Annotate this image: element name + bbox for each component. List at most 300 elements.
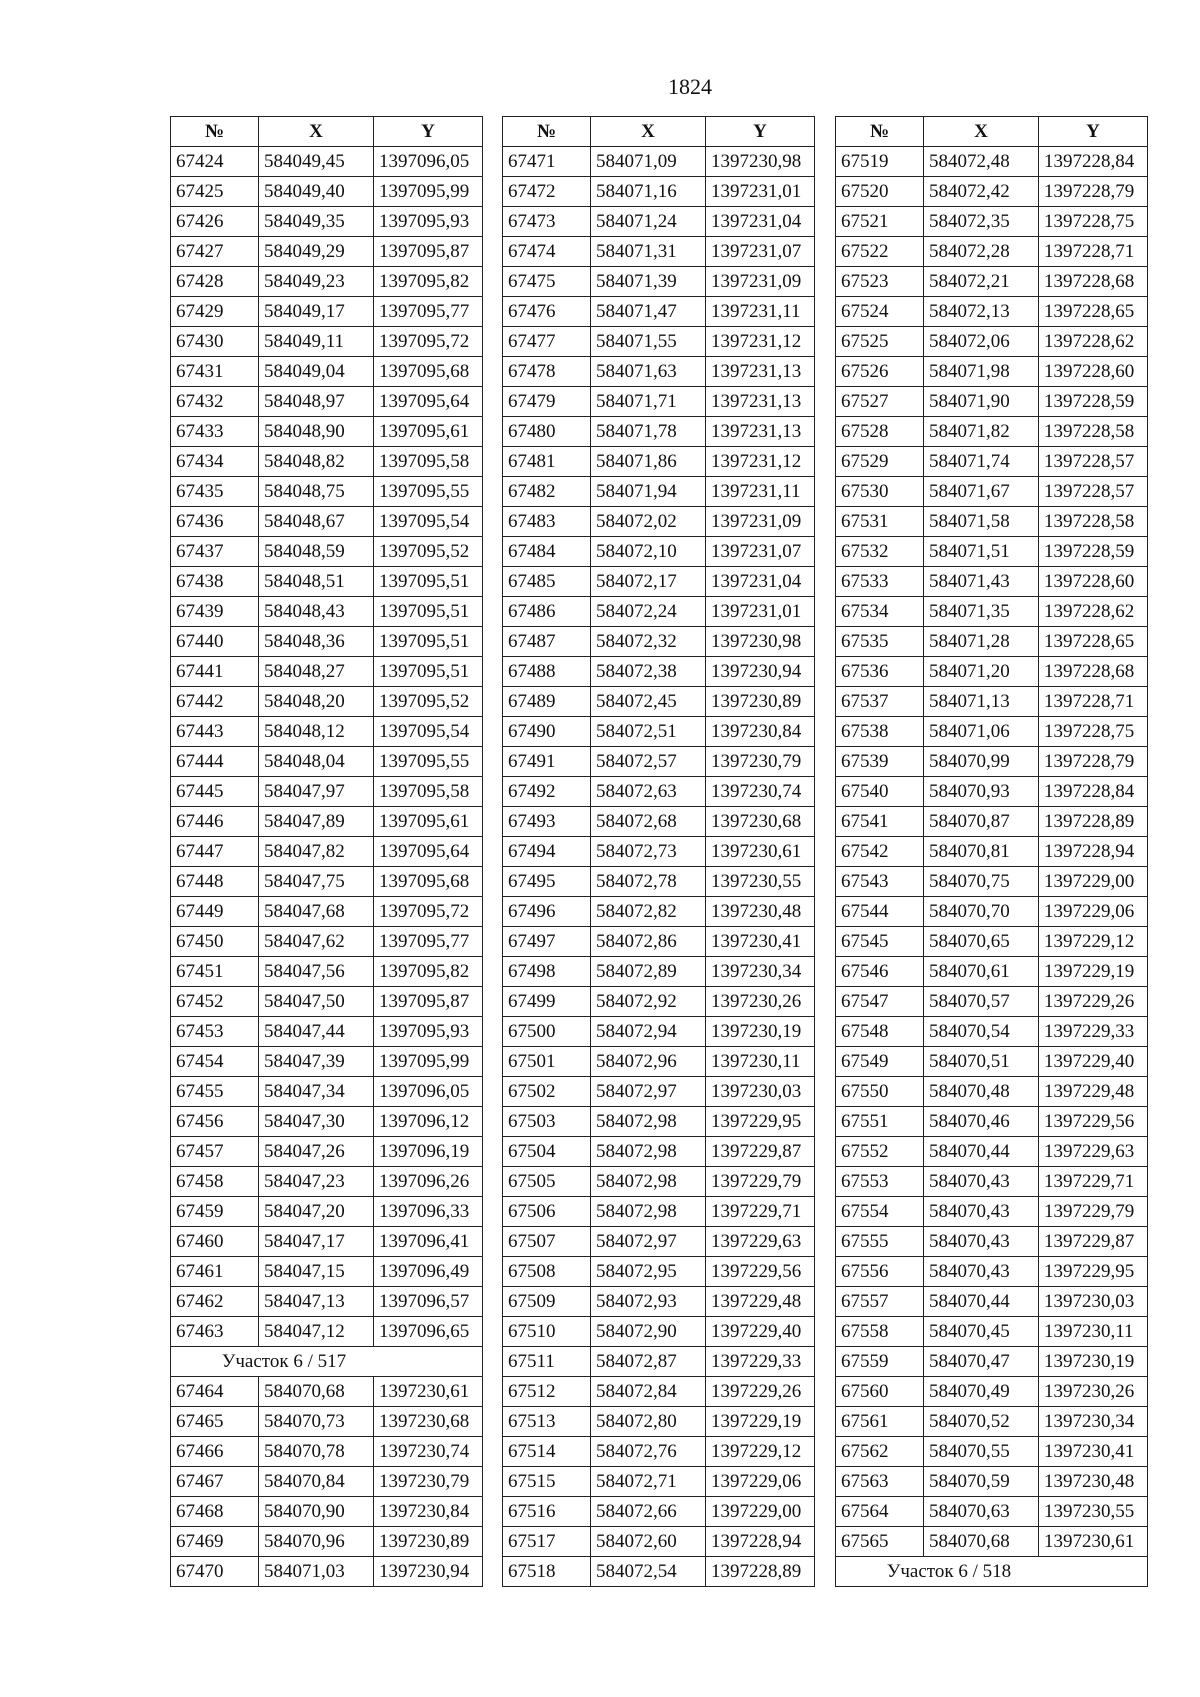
x-coordinate-cell: 584047,56 (259, 957, 374, 987)
table-row (503, 537, 815, 567)
x-coordinate-cell: 584048,75 (259, 477, 374, 507)
point-number-cell: 67552 (836, 1137, 924, 1167)
x-coordinate-cell: 584048,12 (259, 717, 374, 747)
table-row (503, 747, 815, 777)
y-coordinate-cell: 1397230,26 (706, 987, 815, 1017)
table-row (503, 267, 815, 297)
y-coordinate-cell: 1397228,75 (1039, 207, 1148, 237)
point-number-cell: 67498 (503, 957, 591, 987)
table-row (503, 897, 815, 927)
table-row (171, 417, 483, 447)
x-coordinate-cell: 584047,50 (259, 987, 374, 1017)
table-row (171, 1137, 483, 1167)
y-coordinate-cell: 1397229,63 (1039, 1137, 1148, 1167)
y-coordinate-cell: 1397231,13 (706, 417, 815, 447)
table-row (171, 297, 483, 327)
point-number-cell: 67521 (836, 207, 924, 237)
point-number-cell: 67474 (503, 237, 591, 267)
x-coordinate-cell: 584072,32 (591, 627, 706, 657)
table-row (171, 1227, 483, 1257)
table-row (171, 267, 483, 297)
x-coordinate-cell: 584047,34 (259, 1077, 374, 1107)
table-row (171, 657, 483, 687)
y-coordinate-cell: 1397228,89 (706, 1557, 815, 1587)
point-number-cell: 67455 (171, 1077, 259, 1107)
table-row (503, 237, 815, 267)
table-row (836, 297, 1148, 327)
x-coordinate-cell: 584070,68 (259, 1377, 374, 1407)
table-row (503, 177, 815, 207)
point-number-cell: 67424 (171, 147, 259, 177)
table-row (171, 1437, 483, 1467)
table-row (836, 1497, 1148, 1527)
table-row (836, 1197, 1148, 1227)
table-row (836, 1077, 1148, 1107)
coordinate-table-2 (502, 116, 815, 1587)
table-row (836, 687, 1148, 717)
y-coordinate-cell: 1397095,64 (374, 837, 483, 867)
x-coordinate-cell: 584071,58 (924, 507, 1039, 537)
y-coordinate-cell: 1397095,51 (374, 597, 483, 627)
point-number-cell: 67501 (503, 1047, 591, 1077)
y-coordinate-cell: 1397096,26 (374, 1167, 483, 1197)
table-row (503, 1407, 815, 1437)
point-number-cell: 67462 (171, 1287, 259, 1317)
point-number-cell: 67510 (503, 1317, 591, 1347)
point-number-cell: 67460 (171, 1227, 259, 1257)
x-coordinate-cell: 584047,44 (259, 1017, 374, 1047)
table-row (171, 507, 483, 537)
table-row (171, 1377, 483, 1407)
table-header-row (171, 117, 483, 147)
table-row (171, 837, 483, 867)
table-row (503, 207, 815, 237)
table-row (836, 387, 1148, 417)
y-coordinate-cell: 1397230,34 (1039, 1407, 1148, 1437)
point-number-cell: 67432 (171, 387, 259, 417)
x-coordinate-cell: 584070,87 (924, 807, 1039, 837)
point-number-cell: 67452 (171, 987, 259, 1017)
point-number-cell: 67561 (836, 1407, 924, 1437)
point-number-cell: 67537 (836, 687, 924, 717)
point-number-cell: 67473 (503, 207, 591, 237)
point-number-cell: 67519 (836, 147, 924, 177)
table-row (503, 477, 815, 507)
point-number-cell: 67487 (503, 627, 591, 657)
y-coordinate-cell: 1397229,00 (706, 1497, 815, 1527)
x-coordinate-cell: 584072,71 (591, 1467, 706, 1497)
y-coordinate-cell: 1397230,74 (374, 1437, 483, 1467)
x-coordinate-cell: 584072,24 (591, 597, 706, 627)
section-row (836, 1557, 1148, 1587)
x-coordinate-cell: 584071,06 (924, 717, 1039, 747)
point-number-cell: 67489 (503, 687, 591, 717)
y-coordinate-cell: 1397229,87 (706, 1137, 815, 1167)
point-number-cell: 67549 (836, 1047, 924, 1077)
table-row (836, 237, 1148, 267)
x-coordinate-cell: 584070,44 (924, 1287, 1039, 1317)
y-coordinate-cell: 1397230,94 (374, 1557, 483, 1587)
point-number-cell: 67527 (836, 387, 924, 417)
x-coordinate-cell: 584071,55 (591, 327, 706, 357)
x-coordinate-cell: 584070,68 (924, 1527, 1039, 1557)
y-coordinate-cell: 1397230,61 (374, 1377, 483, 1407)
table-row (503, 597, 815, 627)
x-coordinate-cell: 584071,43 (924, 567, 1039, 597)
y-coordinate-cell: 1397095,55 (374, 747, 483, 777)
x-coordinate-cell: 584072,73 (591, 837, 706, 867)
point-number-cell: 67538 (836, 717, 924, 747)
point-number-cell: 67446 (171, 807, 259, 837)
x-coordinate-cell: 584049,29 (259, 237, 374, 267)
table-row (171, 237, 483, 267)
x-coordinate-cell: 584071,86 (591, 447, 706, 477)
x-coordinate-cell: 584071,20 (924, 657, 1039, 687)
point-number-cell: 67428 (171, 267, 259, 297)
header-number: № (836, 117, 924, 147)
header-y: Y (706, 117, 815, 147)
point-number-cell: 67547 (836, 987, 924, 1017)
table-row (836, 507, 1148, 537)
y-coordinate-cell: 1397095,72 (374, 327, 483, 357)
point-number-cell: 67438 (171, 567, 259, 597)
point-number-cell: 67429 (171, 297, 259, 327)
table-row (836, 717, 1148, 747)
table-row (503, 447, 815, 477)
x-coordinate-cell: 584072,06 (924, 327, 1039, 357)
point-number-cell: 67434 (171, 447, 259, 477)
table-row (171, 1197, 483, 1227)
point-number-cell: 67490 (503, 717, 591, 747)
table-header-row (836, 117, 1148, 147)
x-coordinate-cell: 584047,12 (259, 1317, 374, 1347)
point-number-cell: 67439 (171, 597, 259, 627)
y-coordinate-cell: 1397230,34 (706, 957, 815, 987)
table-row (836, 657, 1148, 687)
table-row (836, 747, 1148, 777)
table-row (171, 747, 483, 777)
point-number-cell: 67457 (171, 1137, 259, 1167)
y-coordinate-cell: 1397231,01 (706, 597, 815, 627)
y-coordinate-cell: 1397228,59 (1039, 537, 1148, 567)
x-coordinate-cell: 584047,20 (259, 1197, 374, 1227)
x-coordinate-cell: 584072,90 (591, 1317, 706, 1347)
point-number-cell: 67471 (503, 147, 591, 177)
table-row (503, 1197, 815, 1227)
y-coordinate-cell: 1397229,19 (1039, 957, 1148, 987)
table-row (836, 1317, 1148, 1347)
point-number-cell: 67456 (171, 1107, 259, 1137)
x-coordinate-cell: 584070,73 (259, 1407, 374, 1437)
x-coordinate-cell: 584072,82 (591, 897, 706, 927)
x-coordinate-cell: 584072,92 (591, 987, 706, 1017)
y-coordinate-cell: 1397095,52 (374, 687, 483, 717)
table-row (836, 1107, 1148, 1137)
table-row (836, 417, 1148, 447)
table-row (171, 567, 483, 597)
point-number-cell: 67488 (503, 657, 591, 687)
table-row (836, 987, 1148, 1017)
point-number-cell: 67548 (836, 1017, 924, 1047)
y-coordinate-cell: 1397230,03 (1039, 1287, 1148, 1317)
x-coordinate-cell: 584072,02 (591, 507, 706, 537)
y-coordinate-cell: 1397231,13 (706, 357, 815, 387)
x-coordinate-cell: 584047,13 (259, 1287, 374, 1317)
y-coordinate-cell: 1397230,11 (706, 1047, 815, 1077)
table-row (836, 177, 1148, 207)
x-coordinate-cell: 584047,75 (259, 867, 374, 897)
table-row (836, 207, 1148, 237)
point-number-cell: 67505 (503, 1167, 591, 1197)
x-coordinate-cell: 584072,48 (924, 147, 1039, 177)
y-coordinate-cell: 1397229,95 (706, 1107, 815, 1137)
y-coordinate-cell: 1397231,04 (706, 207, 815, 237)
y-coordinate-cell: 1397228,58 (1039, 417, 1148, 447)
table-row (171, 537, 483, 567)
table-row (171, 1527, 483, 1557)
y-coordinate-cell: 1397229,12 (706, 1437, 815, 1467)
x-coordinate-cell: 584072,97 (591, 1227, 706, 1257)
y-coordinate-cell: 1397095,99 (374, 177, 483, 207)
x-coordinate-cell: 584072,60 (591, 1527, 706, 1557)
table-row (171, 1287, 483, 1317)
x-coordinate-cell: 584072,98 (591, 1197, 706, 1227)
y-coordinate-cell: 1397228,65 (1039, 627, 1148, 657)
point-number-cell: 67496 (503, 897, 591, 927)
point-number-cell: 67532 (836, 537, 924, 567)
y-coordinate-cell: 1397228,79 (1039, 177, 1148, 207)
table-row (171, 1017, 483, 1047)
x-coordinate-cell: 584070,99 (924, 747, 1039, 777)
y-coordinate-cell: 1397229,06 (1039, 897, 1148, 927)
table-row (503, 357, 815, 387)
y-coordinate-cell: 1397230,68 (374, 1407, 483, 1437)
x-coordinate-cell: 584048,82 (259, 447, 374, 477)
y-coordinate-cell: 1397229,33 (1039, 1017, 1148, 1047)
table-row (503, 1077, 815, 1107)
y-coordinate-cell: 1397230,19 (706, 1017, 815, 1047)
y-coordinate-cell: 1397095,51 (374, 567, 483, 597)
section-label: Участок 6 / 517 (221, 1350, 347, 1372)
x-coordinate-cell: 584070,47 (924, 1347, 1039, 1377)
x-coordinate-cell: 584072,89 (591, 957, 706, 987)
y-coordinate-cell: 1397228,94 (1039, 837, 1148, 867)
point-number-cell: 67461 (171, 1257, 259, 1287)
x-coordinate-cell: 584048,20 (259, 687, 374, 717)
point-number-cell: 67469 (171, 1527, 259, 1557)
point-number-cell: 67555 (836, 1227, 924, 1257)
y-coordinate-cell: 1397228,68 (1039, 657, 1148, 687)
page-number: 1824 (668, 74, 712, 99)
table-row (836, 447, 1148, 477)
x-coordinate-cell: 584072,84 (591, 1377, 706, 1407)
y-coordinate-cell: 1397228,57 (1039, 477, 1148, 507)
table-row (171, 717, 483, 747)
y-coordinate-cell: 1397095,58 (374, 777, 483, 807)
table-row (171, 1167, 483, 1197)
table-row (503, 417, 815, 447)
y-coordinate-cell: 1397095,87 (374, 237, 483, 267)
table-row (503, 987, 815, 1017)
point-number-cell: 67472 (503, 177, 591, 207)
y-coordinate-cell: 1397095,93 (374, 1017, 483, 1047)
point-number-cell: 67454 (171, 1047, 259, 1077)
y-coordinate-cell: 1397229,12 (1039, 927, 1148, 957)
table-row (836, 1527, 1148, 1557)
x-coordinate-cell: 584072,98 (591, 1137, 706, 1167)
x-coordinate-cell: 584070,90 (259, 1497, 374, 1527)
x-coordinate-cell: 584072,21 (924, 267, 1039, 297)
y-coordinate-cell: 1397228,58 (1039, 507, 1148, 537)
table-row (171, 927, 483, 957)
point-number-cell: 67444 (171, 747, 259, 777)
point-number-cell: 67558 (836, 1317, 924, 1347)
x-coordinate-cell: 584048,43 (259, 597, 374, 627)
x-coordinate-cell: 584071,47 (591, 297, 706, 327)
point-number-cell: 67550 (836, 1077, 924, 1107)
header-x: X (924, 117, 1039, 147)
y-coordinate-cell: 1397095,82 (374, 267, 483, 297)
y-coordinate-cell: 1397095,72 (374, 897, 483, 927)
x-coordinate-cell: 584070,54 (924, 1017, 1039, 1047)
coordinate-table-1 (170, 116, 483, 1587)
x-coordinate-cell: 584047,26 (259, 1137, 374, 1167)
x-coordinate-cell: 584072,87 (591, 1347, 706, 1377)
x-coordinate-cell: 584070,84 (259, 1467, 374, 1497)
x-coordinate-cell: 584047,30 (259, 1107, 374, 1137)
x-coordinate-cell: 584072,97 (591, 1077, 706, 1107)
x-coordinate-cell: 584072,38 (591, 657, 706, 687)
point-number-cell: 67541 (836, 807, 924, 837)
point-number-cell: 67562 (836, 1437, 924, 1467)
x-coordinate-cell: 584071,78 (591, 417, 706, 447)
point-number-cell: 67442 (171, 687, 259, 717)
point-number-cell: 67450 (171, 927, 259, 957)
point-number-cell: 67539 (836, 747, 924, 777)
x-coordinate-cell: 584071,51 (924, 537, 1039, 567)
x-coordinate-cell: 584071,67 (924, 477, 1039, 507)
y-coordinate-cell: 1397230,94 (706, 657, 815, 687)
x-coordinate-cell: 584070,70 (924, 897, 1039, 927)
y-coordinate-cell: 1397230,89 (374, 1527, 483, 1557)
table-row (171, 1467, 483, 1497)
y-coordinate-cell: 1397229,40 (706, 1317, 815, 1347)
table-row (503, 1527, 815, 1557)
y-coordinate-cell: 1397096,19 (374, 1137, 483, 1167)
point-number-cell: 67465 (171, 1407, 259, 1437)
x-coordinate-cell: 584071,35 (924, 597, 1039, 627)
point-number-cell: 67500 (503, 1017, 591, 1047)
table-row (171, 987, 483, 1017)
table-row (836, 1227, 1148, 1257)
y-coordinate-cell: 1397231,07 (706, 537, 815, 567)
x-coordinate-cell: 584047,62 (259, 927, 374, 957)
point-number-cell: 67513 (503, 1407, 591, 1437)
x-coordinate-cell: 584071,09 (591, 147, 706, 177)
point-number-cell: 67524 (836, 297, 924, 327)
table-row (836, 1167, 1148, 1197)
x-coordinate-cell: 584071,16 (591, 177, 706, 207)
point-number-cell: 67478 (503, 357, 591, 387)
y-coordinate-cell: 1397231,11 (706, 477, 815, 507)
point-number-cell: 67509 (503, 1287, 591, 1317)
table-row (836, 1257, 1148, 1287)
table-row (836, 147, 1148, 177)
table-row (171, 1407, 483, 1437)
point-number-cell: 67435 (171, 477, 259, 507)
y-coordinate-cell: 1397228,89 (1039, 807, 1148, 837)
y-coordinate-cell: 1397230,79 (374, 1467, 483, 1497)
y-coordinate-cell: 1397230,26 (1039, 1377, 1148, 1407)
y-coordinate-cell: 1397095,64 (374, 387, 483, 417)
table-row (171, 957, 483, 987)
point-number-cell: 67430 (171, 327, 259, 357)
x-coordinate-cell: 584070,93 (924, 777, 1039, 807)
y-coordinate-cell: 1397229,95 (1039, 1257, 1148, 1287)
x-coordinate-cell: 584072,96 (591, 1047, 706, 1077)
point-number-cell: 67556 (836, 1257, 924, 1287)
point-number-cell: 67480 (503, 417, 591, 447)
x-coordinate-cell: 584072,76 (591, 1437, 706, 1467)
x-coordinate-cell: 584070,43 (924, 1227, 1039, 1257)
x-coordinate-cell: 584049,35 (259, 207, 374, 237)
x-coordinate-cell: 584071,98 (924, 357, 1039, 387)
y-coordinate-cell: 1397095,54 (374, 507, 483, 537)
table-row (503, 1317, 815, 1347)
y-coordinate-cell: 1397229,56 (1039, 1107, 1148, 1137)
point-number-cell: 67468 (171, 1497, 259, 1527)
y-coordinate-cell: 1397228,71 (1039, 237, 1148, 267)
x-coordinate-cell: 584070,59 (924, 1467, 1039, 1497)
coordinate-table-3 (835, 116, 1148, 1587)
x-coordinate-cell: 584070,61 (924, 957, 1039, 987)
x-coordinate-cell: 584047,68 (259, 897, 374, 927)
point-number-cell: 67477 (503, 327, 591, 357)
point-number-cell: 67553 (836, 1167, 924, 1197)
x-coordinate-cell: 584070,43 (924, 1167, 1039, 1197)
header-number: № (503, 117, 591, 147)
table-row (836, 957, 1148, 987)
x-coordinate-cell: 584071,24 (591, 207, 706, 237)
x-coordinate-cell: 584072,42 (924, 177, 1039, 207)
x-coordinate-cell: 584071,71 (591, 387, 706, 417)
x-coordinate-cell: 584071,63 (591, 357, 706, 387)
table-row (836, 267, 1148, 297)
point-number-cell: 67495 (503, 867, 591, 897)
y-coordinate-cell: 1397230,74 (706, 777, 815, 807)
y-coordinate-cell: 1397230,19 (1039, 1347, 1148, 1377)
x-coordinate-cell: 584070,52 (924, 1407, 1039, 1437)
y-coordinate-cell: 1397230,48 (706, 897, 815, 927)
x-coordinate-cell: 584072,51 (591, 717, 706, 747)
x-coordinate-cell: 584070,49 (924, 1377, 1039, 1407)
y-coordinate-cell: 1397231,12 (706, 327, 815, 357)
table-row (836, 327, 1148, 357)
y-coordinate-cell: 1397229,71 (706, 1197, 815, 1227)
y-coordinate-cell: 1397229,06 (706, 1467, 815, 1497)
y-coordinate-cell: 1397095,99 (374, 1047, 483, 1077)
x-coordinate-cell: 584070,75 (924, 867, 1039, 897)
table-row (836, 867, 1148, 897)
point-number-cell: 67512 (503, 1377, 591, 1407)
table-row (836, 897, 1148, 927)
point-number-cell: 67565 (836, 1527, 924, 1557)
y-coordinate-cell: 1397228,60 (1039, 357, 1148, 387)
table-row (503, 1047, 815, 1077)
table-row (171, 327, 483, 357)
y-coordinate-cell: 1397231,12 (706, 447, 815, 477)
table-row (836, 537, 1148, 567)
